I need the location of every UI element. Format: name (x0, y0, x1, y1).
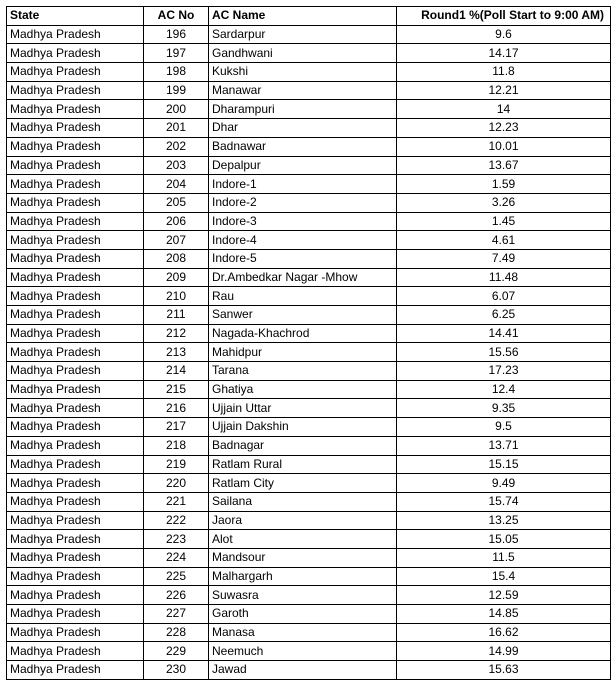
cell-ac-name: Malhargarh (209, 567, 397, 586)
table-row (7, 436, 611, 455)
cell-round1: 4.61 (397, 231, 611, 250)
cell-round1: 14.17 (397, 44, 611, 63)
cell-ac-name: Manasa (209, 623, 397, 642)
cell-round1: 12.4 (397, 380, 611, 399)
cell-ac-name: Kukshi (209, 63, 397, 82)
cell-state: Madhya Pradesh (7, 586, 144, 605)
table-row (7, 511, 611, 530)
cell-ac-no: 219 (144, 455, 209, 474)
cell-ac-no: 200 (144, 100, 209, 119)
cell-state: Madhya Pradesh (7, 492, 144, 511)
table-row (7, 249, 611, 268)
table-row (7, 287, 611, 306)
cell-ac-name: Mahidpur (209, 343, 397, 362)
cell-ac-name: Badnagar (209, 436, 397, 455)
table-row (7, 492, 611, 511)
cell-state: Madhya Pradesh (7, 231, 144, 250)
cell-state: Madhya Pradesh (7, 193, 144, 212)
cell-round1: 15.4 (397, 567, 611, 586)
cell-ac-no: 220 (144, 474, 209, 493)
cell-state: Madhya Pradesh (7, 623, 144, 642)
cell-ac-name: Gandhwani (209, 44, 397, 63)
cell-round1: 14 (397, 100, 611, 119)
header-ac-name: AC Name (209, 7, 397, 26)
cell-ac-no: 196 (144, 25, 209, 44)
cell-ac-name: Suwasra (209, 586, 397, 605)
cell-ac-name: Manawar (209, 81, 397, 100)
cell-ac-no: 221 (144, 492, 209, 511)
cell-state: Madhya Pradesh (7, 548, 144, 567)
cell-state: Madhya Pradesh (7, 25, 144, 44)
cell-round1: 11.48 (397, 268, 611, 287)
table-row (7, 418, 611, 437)
cell-round1: 14.41 (397, 324, 611, 343)
cell-state: Madhya Pradesh (7, 119, 144, 138)
table-row (7, 343, 611, 362)
cell-state: Madhya Pradesh (7, 249, 144, 268)
cell-ac-no: 205 (144, 193, 209, 212)
cell-state: Madhya Pradesh (7, 212, 144, 231)
table-row (7, 548, 611, 567)
cell-state: Madhya Pradesh (7, 287, 144, 306)
table-row (7, 324, 611, 343)
cell-round1: 11.8 (397, 63, 611, 82)
cell-ac-no: 222 (144, 511, 209, 530)
poll-table (6, 6, 611, 680)
cell-ac-name: Indore-5 (209, 249, 397, 268)
cell-round1: 15.56 (397, 343, 611, 362)
cell-ac-name: Indore-2 (209, 193, 397, 212)
cell-ac-name: Badnawar (209, 137, 397, 156)
cell-round1: 13.71 (397, 436, 611, 455)
cell-ac-no: 202 (144, 137, 209, 156)
cell-state: Madhya Pradesh (7, 175, 144, 194)
cell-ac-name: Depalpur (209, 156, 397, 175)
cell-ac-name: Dharampuri (209, 100, 397, 119)
cell-round1: 6.07 (397, 287, 611, 306)
header-ac-no: AC No (144, 7, 209, 26)
table-row (7, 119, 611, 138)
cell-ac-name: Rau (209, 287, 397, 306)
cell-ac-no: 226 (144, 586, 209, 605)
cell-round1: 9.6 (397, 25, 611, 44)
cell-round1: 15.74 (397, 492, 611, 511)
cell-ac-no: 203 (144, 156, 209, 175)
cell-state: Madhya Pradesh (7, 642, 144, 661)
cell-ac-no: 206 (144, 212, 209, 231)
cell-ac-name: Alot (209, 530, 397, 549)
cell-state: Madhya Pradesh (7, 324, 144, 343)
table-row (7, 81, 611, 100)
cell-state: Madhya Pradesh (7, 567, 144, 586)
cell-round1: 16.62 (397, 623, 611, 642)
cell-state: Madhya Pradesh (7, 605, 144, 624)
cell-ac-no: 208 (144, 249, 209, 268)
cell-round1: 12.23 (397, 119, 611, 138)
cell-state: Madhya Pradesh (7, 380, 144, 399)
cell-state: Madhya Pradesh (7, 474, 144, 493)
table-row (7, 380, 611, 399)
cell-round1: 10.01 (397, 137, 611, 156)
cell-ac-name: Sanwer (209, 306, 397, 325)
cell-state: Madhya Pradesh (7, 343, 144, 362)
cell-state: Madhya Pradesh (7, 137, 144, 156)
cell-round1: 15.63 (397, 661, 611, 680)
cell-ac-no: 224 (144, 548, 209, 567)
table-row (7, 231, 611, 250)
cell-ac-name: Jaora (209, 511, 397, 530)
cell-ac-name: Dr.Ambedkar Nagar -Mhow (209, 268, 397, 287)
cell-state: Madhya Pradesh (7, 661, 144, 680)
cell-round1: 15.15 (397, 455, 611, 474)
poll-table-container (6, 6, 610, 680)
cell-round1: 1.45 (397, 212, 611, 231)
cell-round1: 9.5 (397, 418, 611, 437)
table-row (7, 455, 611, 474)
cell-ac-no: 225 (144, 567, 209, 586)
table-body (7, 25, 611, 679)
cell-ac-no: 207 (144, 231, 209, 250)
cell-ac-name: Dhar (209, 119, 397, 138)
table-header (7, 7, 611, 26)
cell-ac-name: Indore-1 (209, 175, 397, 194)
cell-round1: 9.35 (397, 399, 611, 418)
header-round1: Round1 %(Poll Start to 9:00 AM) (397, 7, 611, 26)
cell-state: Madhya Pradesh (7, 511, 144, 530)
cell-ac-name: Sardarpur (209, 25, 397, 44)
cell-ac-no: 204 (144, 175, 209, 194)
cell-state: Madhya Pradesh (7, 100, 144, 119)
cell-state: Madhya Pradesh (7, 399, 144, 418)
cell-state: Madhya Pradesh (7, 530, 144, 549)
cell-ac-no: 201 (144, 119, 209, 138)
cell-ac-name: Mandsour (209, 548, 397, 567)
cell-round1: 12.21 (397, 81, 611, 100)
table-row (7, 44, 611, 63)
header-state: State (7, 7, 144, 26)
table-row (7, 474, 611, 493)
cell-ac-no: 213 (144, 343, 209, 362)
cell-round1: 11.5 (397, 548, 611, 567)
table-row (7, 306, 611, 325)
table-row (7, 605, 611, 624)
cell-round1: 12.59 (397, 586, 611, 605)
cell-state: Madhya Pradesh (7, 418, 144, 437)
cell-round1: 13.67 (397, 156, 611, 175)
table-row (7, 175, 611, 194)
cell-ac-no: 229 (144, 642, 209, 661)
cell-state: Madhya Pradesh (7, 156, 144, 175)
table-row (7, 586, 611, 605)
table-row (7, 661, 611, 680)
cell-ac-no: 210 (144, 287, 209, 306)
cell-round1: 15.05 (397, 530, 611, 549)
table-row (7, 642, 611, 661)
cell-ac-no: 223 (144, 530, 209, 549)
cell-ac-name: Sailana (209, 492, 397, 511)
cell-state: Madhya Pradesh (7, 63, 144, 82)
table-row (7, 268, 611, 287)
cell-ac-name: Ratlam Rural (209, 455, 397, 474)
cell-ac-name: Ujjain Uttar (209, 399, 397, 418)
cell-state: Madhya Pradesh (7, 81, 144, 100)
table-row (7, 193, 611, 212)
cell-ac-no: 212 (144, 324, 209, 343)
cell-ac-no: 217 (144, 418, 209, 437)
cell-ac-no: 197 (144, 44, 209, 63)
table-row (7, 399, 611, 418)
cell-ac-no: 211 (144, 306, 209, 325)
cell-round1: 13.25 (397, 511, 611, 530)
cell-ac-name: Nagada-Khachrod (209, 324, 397, 343)
table-row (7, 156, 611, 175)
table-row (7, 63, 611, 82)
cell-ac-no: 230 (144, 661, 209, 680)
cell-ac-no: 199 (144, 81, 209, 100)
cell-ac-no: 218 (144, 436, 209, 455)
cell-ac-name: Indore-3 (209, 212, 397, 231)
table-row (7, 362, 611, 381)
cell-ac-no: 227 (144, 605, 209, 624)
table-row (7, 567, 611, 586)
cell-round1: 17.23 (397, 362, 611, 381)
cell-round1: 14.99 (397, 642, 611, 661)
cell-state: Madhya Pradesh (7, 362, 144, 381)
cell-ac-no: 215 (144, 380, 209, 399)
cell-round1: 14.85 (397, 605, 611, 624)
cell-ac-no: 228 (144, 623, 209, 642)
cell-round1: 6.25 (397, 306, 611, 325)
cell-ac-name: Neemuch (209, 642, 397, 661)
table-row (7, 137, 611, 156)
cell-state: Madhya Pradesh (7, 44, 144, 63)
cell-state: Madhya Pradesh (7, 455, 144, 474)
header-row (7, 7, 611, 26)
cell-ac-no: 198 (144, 63, 209, 82)
cell-round1: 3.26 (397, 193, 611, 212)
cell-ac-no: 214 (144, 362, 209, 381)
cell-ac-no: 216 (144, 399, 209, 418)
table-row (7, 100, 611, 119)
cell-state: Madhya Pradesh (7, 436, 144, 455)
cell-ac-name: Tarana (209, 362, 397, 381)
cell-round1: 9.49 (397, 474, 611, 493)
cell-ac-name: Ratlam City (209, 474, 397, 493)
cell-ac-name: Jawad (209, 661, 397, 680)
cell-round1: 7.49 (397, 249, 611, 268)
cell-ac-no: 209 (144, 268, 209, 287)
table-row (7, 25, 611, 44)
table-row (7, 623, 611, 642)
cell-round1: 1.59 (397, 175, 611, 194)
cell-ac-name: Ujjain Dakshin (209, 418, 397, 437)
cell-ac-name: Garoth (209, 605, 397, 624)
table-row (7, 530, 611, 549)
cell-ac-name: Indore-4 (209, 231, 397, 250)
cell-ac-name: Ghatiya (209, 380, 397, 399)
cell-state: Madhya Pradesh (7, 306, 144, 325)
table-row (7, 212, 611, 231)
cell-state: Madhya Pradesh (7, 268, 144, 287)
